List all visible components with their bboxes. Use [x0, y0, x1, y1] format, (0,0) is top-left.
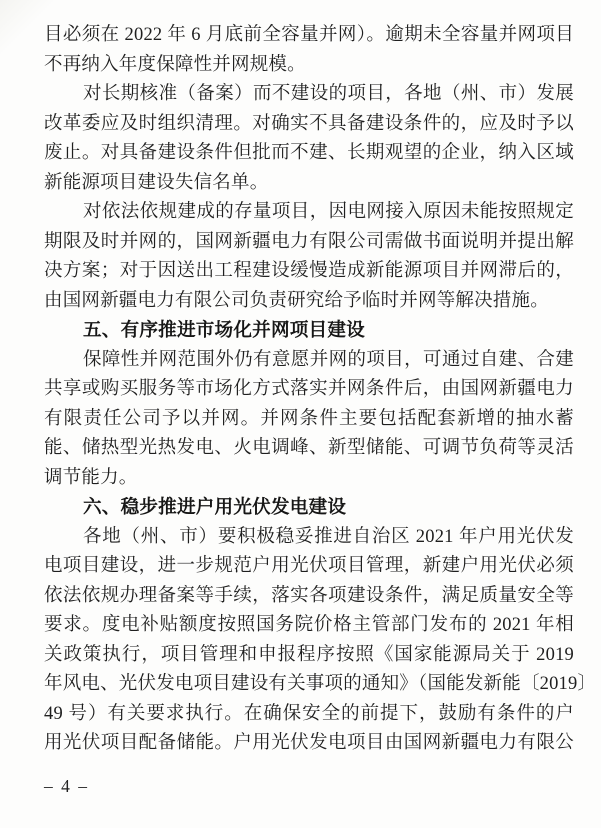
text-line: 能、储热型光热发电、火电调峰、新型储能、可调节负荷等灵活 [44, 438, 574, 458]
text-line: 改革委应及时组织清理。对确实不具备建设条件的，应及时予以 [44, 113, 574, 134]
text-line: 电项目建设，进一步规范户用光伏项目管理，新建户用光伏必须 [44, 556, 574, 576]
text-line: 调节能力。 [44, 467, 138, 488]
text-line: 要求。度电补贴额度按照国务院价格主管部门发布的 2021 年相 [44, 615, 574, 635]
text-line: 期限及时并网的，国网新疆电力有限公司需做书面说明并提出解 [44, 231, 574, 252]
text-line: 废止。对具备建设条件但批而不建、长期观望的企业，纳入区域 [44, 143, 574, 163]
text-line: 共享或购买服务等市场化方式落实并网条件后，由国网新疆电力 [44, 379, 574, 399]
text-line: 用光伏项目配备储能。户用光伏发电项目由国网新疆电力有限公 [44, 733, 574, 753]
section-heading: 六、稳步推进户用光伏发电建设 [83, 497, 347, 518]
text-line: 对依法依规建成的存量项目，因电网接入原因未能按照规定 [83, 202, 574, 222]
text-line: 新能源项目建设失信名单。 [44, 172, 269, 193]
section-heading: 五、有序推进市场化并网项目建设 [83, 320, 365, 341]
text-line: 不再纳入年度保障性并网规模。 [44, 54, 306, 75]
text-line: 各地（州、市）要积极稳妥推进自治区 2021 年户用光伏发 [83, 526, 574, 547]
document-body [44, 21, 597, 759]
text-line: 有限责任公司予以并网。并网条件主要包括配套新增的抽水蓄 [44, 408, 574, 429]
text-line: 49 号）有关要求执行。在确保安全的前提下，鼓励有条件的户 [44, 703, 574, 724]
text-line: 由国网新疆电力有限公司负责研究给予临时并网等解决措施。 [44, 290, 549, 311]
text-line: 关政策执行，项目管理和申报程序按照《国家能源局关于 2019 [44, 644, 574, 665]
text-line: 保障性并网范围外仍有意愿并网的项目，可通过自建、合建 [83, 349, 574, 370]
page-number: – 4 – [44, 776, 89, 796]
text-line: 目必须在 2022 年 6 月底前全容量并网）。逾期未全容量并网项目 [44, 25, 574, 45]
text-line: 决方案；对于因送出工程建设缓慢造成新能源项目并网滞后的， [44, 261, 574, 281]
text-line: 依法依规办理备案等手续，落实各项建设条件，满足质量安全等 [44, 585, 574, 606]
text-line: 年风电、光伏发电项目建设有关事项的通知》（国能发新能〔2019〕 [44, 674, 597, 694]
text-line: 对长期核准（备案）而不建设的项目，各地（州、市）发展 [83, 84, 574, 104]
